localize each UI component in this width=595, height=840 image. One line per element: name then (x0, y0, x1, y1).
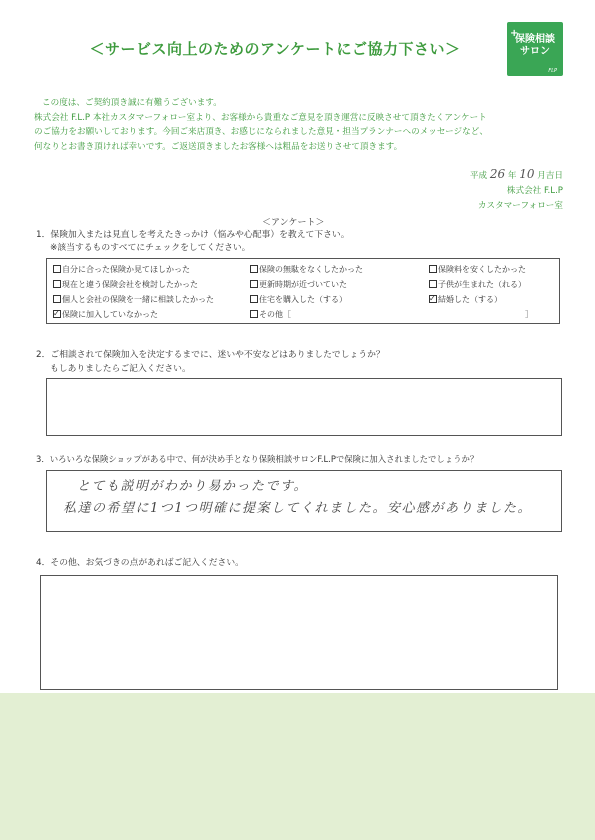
intro-line: 株式会社 F.L.P 本社カスタマーフォロー室より、お客様から貴重なご意見を頂き運営に反映させて頂きたくアンケート (34, 112, 487, 123)
checkbox-option[interactable] (250, 292, 347, 307)
q2-text: 2．ご相談されて保険加入を決定するまでに、迷いや不安などはありましたでしょうか？ (36, 350, 385, 360)
checkbox-label: 保険料を安くしたかった (438, 265, 526, 274)
checkbox-option[interactable] (429, 277, 526, 292)
checkbox-icon (250, 295, 258, 303)
company-name: 株式会社 F.L.P (506, 186, 563, 196)
date-suffix: 月吉日 (537, 171, 563, 181)
date-month: 10 (519, 167, 535, 181)
checkbox-icon (250, 265, 258, 273)
checkbox-label: 保険の無駄をなくしたかった (259, 265, 363, 274)
handwritten-answer-line2: 私達の希望に1つ1つ明確に提案してくれました。安心感がありました。 (63, 501, 533, 516)
checkbox-icon (53, 310, 61, 318)
checkbox-icon (53, 265, 61, 273)
checkbox-option[interactable] (429, 262, 526, 277)
q2-text-line2: もしありましたらご記入ください。 (50, 364, 191, 374)
checkbox-label: 子供が生まれた（れる） (438, 280, 526, 289)
checkbox-label: その他［ (259, 310, 291, 319)
checkbox-label: 結婚した（する） (438, 295, 502, 304)
intro-text (34, 96, 564, 154)
intro-line: 何なりとお書き頂ければ幸いです。ご返送頂きましたお客様へは粗品をお送りさせて頂きます。 (34, 141, 403, 152)
q1-checkbox-panel (46, 258, 560, 324)
checkbox-option[interactable] (250, 307, 291, 322)
checkbox-icon (250, 280, 258, 288)
checkbox-icon (429, 265, 437, 273)
plus-icon: + (510, 28, 519, 39)
checkbox-icon (53, 280, 61, 288)
checkbox-label: 現在と違う保険会社を検討したかった (62, 280, 198, 289)
department-name: カスタマーフォロー室 (477, 201, 563, 211)
checkbox-option[interactable] (53, 277, 198, 292)
handwritten-answer-line1: とても説明がわかり易かったです。 (77, 479, 308, 494)
checkbox-option[interactable] (250, 262, 363, 277)
bottom-band (0, 693, 595, 840)
checkbox-icon (429, 280, 437, 288)
checkbox-label: 保険に加入していなかった (62, 310, 158, 319)
checkbox-icon (250, 310, 258, 318)
logo-line1: 保険相談 (515, 34, 555, 45)
date-year: 26 (489, 167, 506, 181)
signature-block (470, 167, 563, 214)
survey-heading: ＜アンケート＞ (262, 218, 325, 228)
checkbox-option[interactable] (53, 307, 158, 322)
intro-line: この度は、ご契約頂き誠に有難うございます。 (42, 98, 222, 108)
checkbox-label: 更新時期が近づいていた (259, 280, 347, 289)
checkbox-label: 個人と会社の保険を一緒に相談したかった (62, 295, 214, 304)
checkbox-option[interactable] (250, 277, 347, 292)
q1-text: 1．保険加入または見直しを考えたきっかけ（悩みや心配事）を教えて下さい。 (36, 230, 350, 240)
date-line (470, 167, 563, 184)
checkbox-label: 住宅を購入した（する） (259, 295, 347, 304)
q3-text: 3．いろいろな保険ショップがある中で、何が決め手となり保険相談サロンF.L.Pで保険に加入されましたでしょうか？ (36, 454, 479, 464)
checkbox-option[interactable] (53, 292, 214, 307)
date-mid: 年 (507, 171, 517, 181)
q4-text: 4．その他、お気づきの点があればご記入ください。 (36, 558, 244, 568)
q4-answer-box[interactable] (40, 575, 558, 690)
page-title: ＜サービス向上のためのアンケートにご協力下さい＞ (89, 40, 461, 58)
brand-logo (507, 22, 563, 76)
checkbox-icon (53, 295, 61, 303)
intro-line: のご協力をお願いしております。今回ご来店頂き、お感じになられました意見・担当プランナーへのメッセージなど、 (34, 127, 488, 137)
logo-line2: サロン (520, 46, 550, 57)
q1-note: ※該当するものすべてにチェックをしてください。 (50, 243, 251, 253)
checkbox-icon (429, 295, 437, 303)
checkbox-option[interactable] (53, 262, 190, 277)
other-bracket-close: ］ (525, 310, 533, 319)
date-prefix: 平成 (469, 171, 488, 181)
q2-answer-box[interactable] (46, 378, 562, 436)
checkbox-label: 自分に合った保険か見てほしかった (62, 265, 190, 274)
q3-answer-box[interactable] (46, 470, 562, 532)
checkbox-option[interactable] (429, 292, 502, 307)
logo-small: FLP (548, 68, 557, 74)
